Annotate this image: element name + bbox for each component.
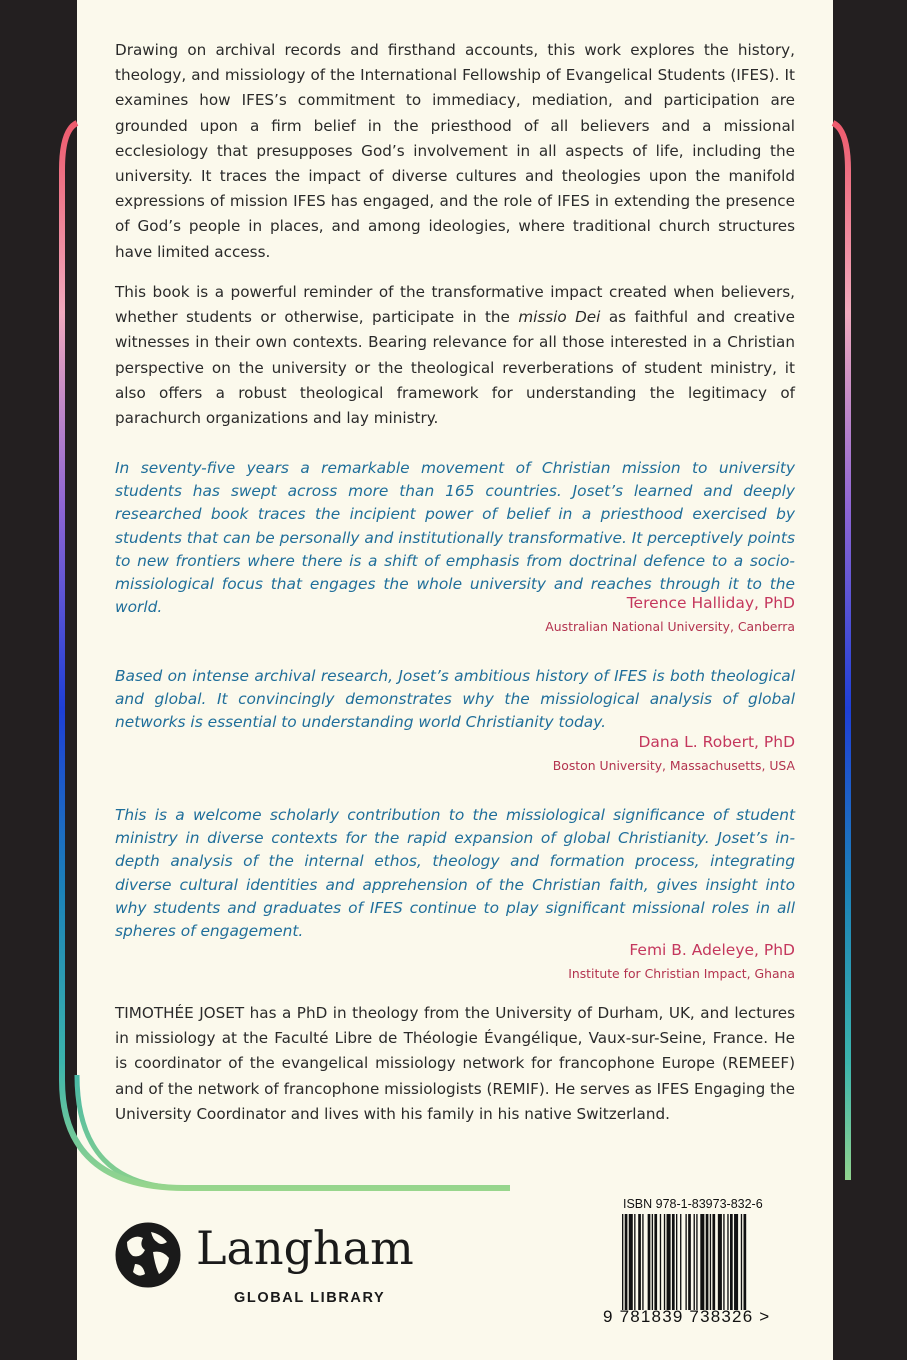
barcode-bar	[688, 1214, 691, 1310]
endorser-name-3: Femi B. Adeleye, PhD	[629, 941, 795, 959]
barcode-bar	[625, 1214, 628, 1310]
barcode-digits: 9 781839 738326 >	[603, 1307, 771, 1326]
barcode-bar	[696, 1214, 697, 1310]
endorser-name-2: Dana L. Robert, PhD	[638, 733, 795, 751]
barcode-bar	[667, 1214, 671, 1310]
publisher-wordmark: Langham	[196, 1221, 414, 1275]
barcode-bar	[727, 1214, 728, 1310]
description-paragraph-2	[115, 280, 795, 431]
barcode-bar	[652, 1214, 653, 1310]
globe-icon	[113, 1220, 183, 1290]
barcode-bars	[622, 1214, 788, 1310]
barcode-bar	[676, 1214, 677, 1310]
endorsement-quote-2: Based on intense archival research, Joset’s ambitious history of IFES is both theological and global. It convincingly demonstrates why the missiological analysis of global networks is essential to understanding world Christianity today.	[115, 667, 795, 732]
barcode-bar	[648, 1214, 651, 1310]
barcode-bar	[629, 1214, 633, 1310]
description-paragraph-1: Drawing on archival records and firsthand accounts, this work explores the history, theology, and missiology of the International Fellowship of Evangelical Students (IFES). It examines how IFES’s commitment to immediacy, mediation, and participation are grounded upon a firm belief in the priesthood of all believers and a missional ecclesiology that presupposes God’s involvement in all aspects of life, including the university. It traces the impact of diverse cultures and theologies upon the manifold expressions of mission IFES has engaged, and the role of IFES in extending the presence of God’s people in places, and among ideologies, where traditional church structures have limited access.	[115, 41, 795, 261]
author-bio: TIMOTHÉE JOSET has a PhD in theology from the University of Durham, UK, and lectures in missiology at the Faculté Libre de Théologie Évangélique, Vaux-sur-Seine, France. He is coordinator of the evangelical missiology network for francophone Europe (REMEEF) and of the network of francophone missiologists (REMIF). He serves as IFES Engaging the University Coordinator and lives with his family in his native Switzerland.	[115, 1004, 795, 1123]
endorsement-quote-1: In seventy-five years a remarkable movement of Christian mission to university students has swept across more than 165 countries. Joset’s learned and deeply researched book traces the incipient power of belief in a priesthood exercised by students that can be personally and institutionally transformative. It perceptively points to new frontiers where there is a shift of emphasis from doctrinal defence to a socio-missiological focus that engages the whole university and reaches through it to the world.	[115, 459, 795, 617]
barcode-bar	[741, 1214, 742, 1310]
barcode-bar	[744, 1214, 747, 1310]
barcode-bar	[712, 1214, 715, 1310]
barcode-bar	[700, 1214, 704, 1310]
barcode-bar	[622, 1214, 623, 1310]
barcode-bar	[710, 1214, 711, 1310]
barcode-bar	[718, 1214, 722, 1310]
endorser-institution-1: Australian National University, Canberra	[545, 619, 795, 634]
barcode-bar	[660, 1214, 661, 1310]
publisher-subtitle: GLOBAL LIBRARY	[234, 1290, 386, 1306]
barcode-bar	[672, 1214, 675, 1310]
barcode-bar	[734, 1214, 738, 1310]
barcode-bar	[723, 1214, 724, 1310]
endorser-institution-2: Boston University, Massachusetts, USA	[552, 758, 795, 773]
endorser-name-1: Terence Halliday, PhD	[626, 594, 795, 612]
barcode-bar	[730, 1214, 733, 1310]
paragraph-2-italic: missio Dei	[518, 308, 601, 327]
endorsement-quote-3: This is a welcome scholarly contribution to the missiological significance of student ministry in diverse contexts for the rapid expansion of global Christianity. Joset’s in-depth analysis of the internal ethos, theology and formation process, integrating diverse cultural identities and apprehension of the Christian faith, gives insight into why students and graduates of IFES continue to play significant missional roles in all spheres of engagement.	[115, 806, 795, 941]
barcode-bar	[685, 1214, 686, 1310]
endorser-institution-3: Institute for Christian Impact, Ghana	[568, 966, 795, 981]
barcode-bar	[706, 1214, 709, 1310]
paragraph-2-before: This book is a powerful reminder of the transformative impact created when believers, whether students or otherwise, participate in the	[115, 283, 795, 327]
barcode-bar	[680, 1214, 681, 1310]
barcode-bar	[664, 1214, 665, 1310]
paragraph-2-after: as faithful and creative witnesses in their own contexts. Bearing relevance for all those interested in a Christian perspective on the university or the theological reverberations of student ministry, it also offers a robust theological framework for understanding the legitimacy of parachurch organizations and lay ministry.	[115, 308, 796, 428]
barcode-bar	[694, 1214, 695, 1310]
barcode-bar	[634, 1214, 635, 1310]
barcode-bar	[654, 1214, 657, 1310]
barcode-bar	[638, 1214, 641, 1310]
barcode-bar	[642, 1214, 643, 1310]
isbn-label: ISBN 978-1-83973-832-6	[623, 1197, 763, 1211]
